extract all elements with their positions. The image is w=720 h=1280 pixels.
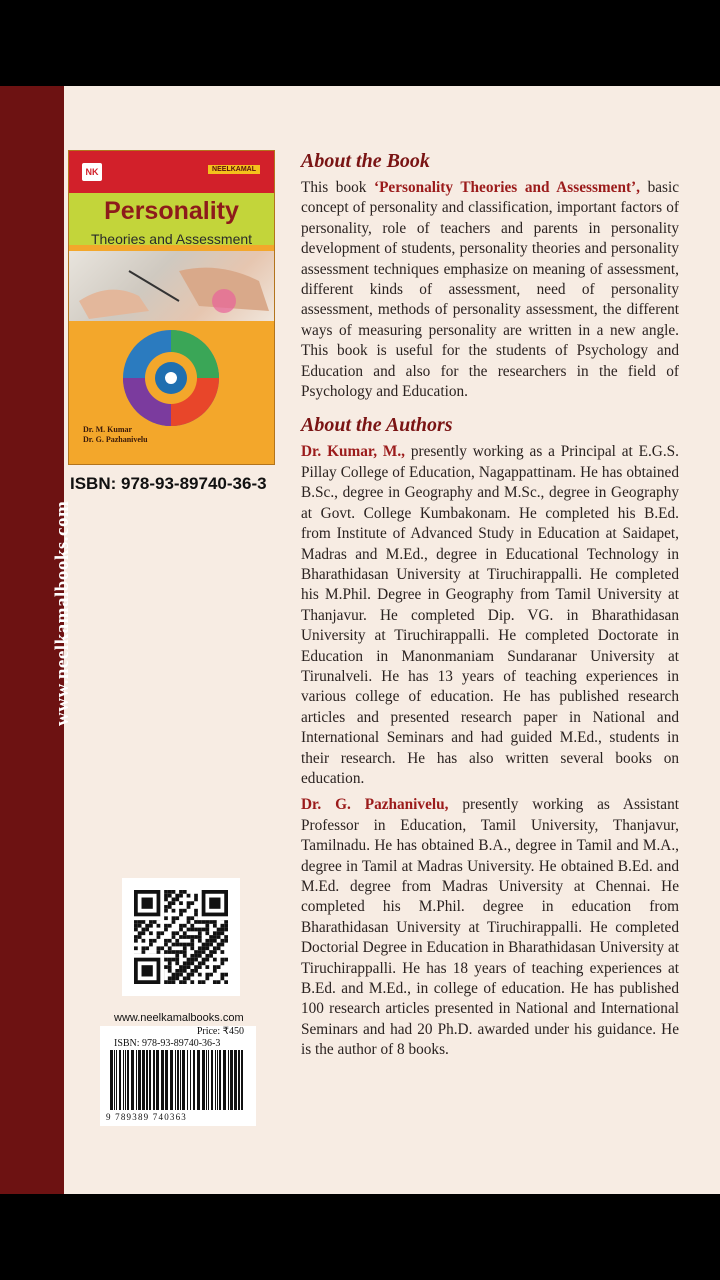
about-book-heading: About the Book	[301, 150, 430, 172]
text-column	[301, 148, 679, 1061]
cover-author-2: Dr. G. Pazhanivelu	[83, 435, 148, 444]
spine-website: www.neelkamalbooks.com	[52, 500, 73, 726]
author-1-bio: presently working as a Principal at E.G.S. Pillay College of Education, Nagappattinam. He has obtained B.Sc., degree in Geography and M.Sc., degree in Geography at Govt. College Kumbakonam. He completed his B.Ed. from Institute of Advanced Study in Education at Saidapet, Madras and M.Ed., degree in Educational Technology in Bharathidasan University at Tiruchirappalli. He completed his M.Phil. Degree in Geography from Tamil University at Thanjavur. He completed Dip. VG. in Bharathidasan University at Tiruchirappalli. He completed Doctorate in Education in Manonmaniam Sundaranar University at Tirunalveli. He has 13 years of teaching experiences in various college of education. He has published research articles and presented research paper in National and International Seminars and had guided M.Ed., students in their research. He has also written several books on education.	[301, 443, 679, 787]
book-title-highlight: ‘Personality Theories and Assessment’,	[373, 179, 640, 196]
book-back-cover	[0, 86, 720, 1194]
cover-head-gears-illustration	[111, 323, 231, 433]
cover-authors	[83, 425, 148, 445]
price-label: Price: ₹450	[196, 1026, 244, 1037]
about-book-text: basic concept of personality and classification, important factors of personality, role of teachers and parents in personality development of students, personality theories and personality assessment techniques emphasize on meaning of assessment, different kinds of assessment, need of personality assessment, methods of personality assessment, the different ways of measuring personality are written in a new angle. This book is useful for the students of Psychology and Education and also for the researchers in the field of Psychology and Education.	[301, 179, 679, 401]
author-1-name: Dr. Kumar, M.,	[301, 443, 405, 461]
cover-title: Personality	[104, 197, 239, 225]
author-1-paragraph	[301, 442, 679, 789]
author-2-bio: presently working as Assistant Professor in Education, Tamil University, Thanjavur, Tamilnadu. He has obtained B.A., degree in Tamil and M.A., degree in Tamil at Madras University. He obtained B.Ed. and M.Ed. degree from Madras University at Chennai. He completed his M.Phil. degree in education from Bharathidasan University at Tiruchirappalli. He completed Doctorial Degree in Education in Bharathidasan University at Tiruchirappalli. He has 18 years of teaching experiences at B.Ed. and M.Ed., in college of education. He has published 100 research articles presented in National and International Seminars and had 20 Ph.D. awarded under his guidance. He is the author of 8 books.	[301, 796, 679, 1059]
about-book-paragraph	[301, 178, 679, 402]
cover-photo-hands-image	[69, 251, 274, 321]
author-2-paragraph	[301, 795, 679, 1060]
barcode-isbn: ISBN: 978-93-89740-36-3	[114, 1038, 221, 1049]
back-cover-website: www.neelkamalbooks.com	[114, 1012, 244, 1024]
cover-author-1: Dr. M. Kumar	[83, 425, 133, 434]
about-book-intro: This book	[301, 179, 374, 196]
publisher-logo-icon: NK	[82, 163, 102, 181]
cover-publisher-name: NEELKAMAL	[208, 165, 260, 174]
barcode-icon	[108, 1050, 248, 1110]
barcode-block	[100, 1026, 256, 1126]
about-authors-heading: About the Authors	[301, 414, 453, 437]
cover-subtitle: Theories and Assessment	[90, 231, 253, 247]
front-cover-thumbnail	[68, 150, 275, 465]
isbn-label: ISBN: 978-93-89740-36-3	[70, 474, 267, 493]
qr-code-icon	[122, 878, 240, 996]
barcode-number: 9 789389 740363	[106, 1112, 187, 1122]
author-2-name: Dr. G. Pazhanivelu,	[301, 796, 449, 814]
